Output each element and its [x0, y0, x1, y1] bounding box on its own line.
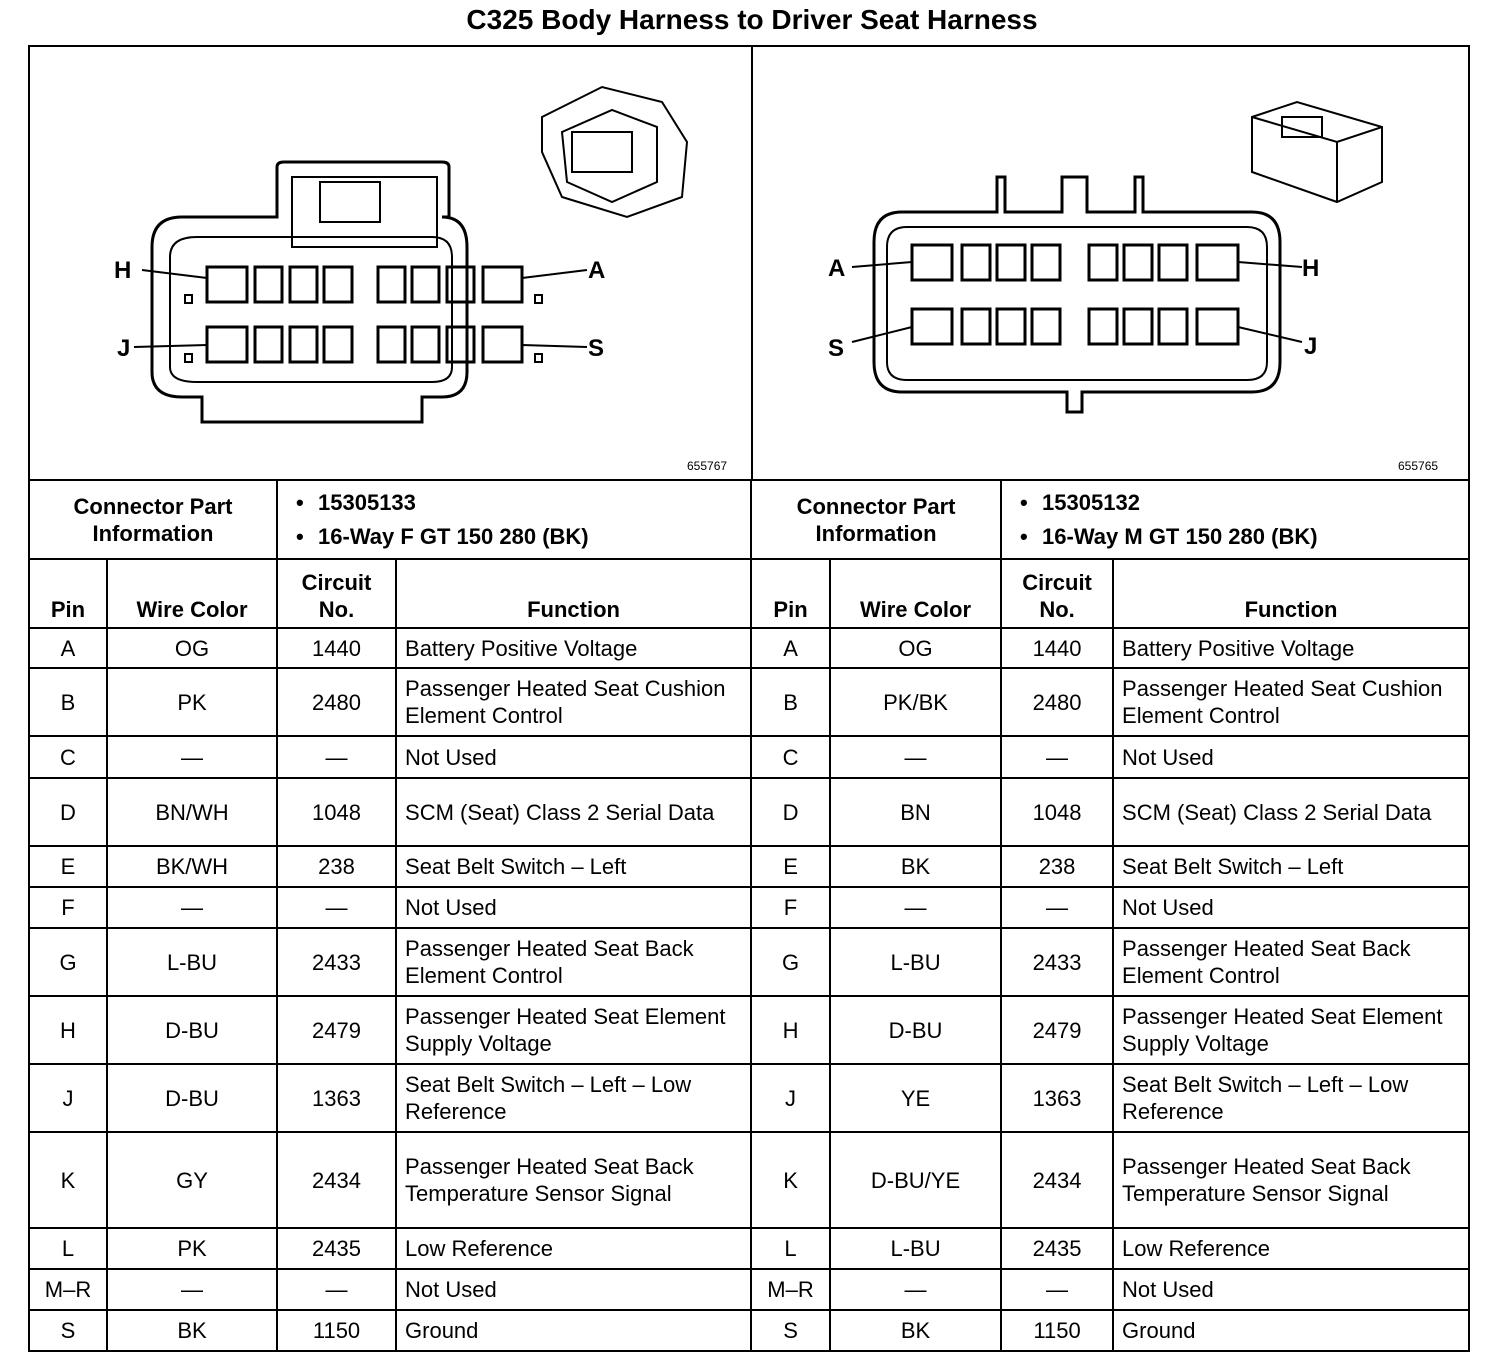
right-function-cell: Passenger Heated Seat Element Supply Voltage	[1113, 996, 1469, 1064]
right-circuit-cell: —	[1001, 736, 1113, 778]
right-figure-number: 655765	[1398, 459, 1439, 473]
header-circuit: Circuit No.	[1001, 559, 1113, 628]
right-pin-cell: H	[751, 996, 830, 1064]
pin-cavity-icon	[962, 309, 990, 344]
right-circuit-cell: 2434	[1001, 1132, 1113, 1228]
table-row	[29, 1064, 1469, 1132]
left-figure-number: 655767	[687, 459, 728, 473]
table-row	[29, 846, 1469, 887]
left-circuit-cell: 2479	[277, 996, 396, 1064]
header-circuit: Circuit No.	[277, 559, 396, 628]
right-wire-cell: PK/BK	[830, 668, 1001, 736]
left-pin-cell: H	[29, 996, 107, 1064]
table-row	[29, 887, 1469, 928]
pin-cavity-icon	[255, 327, 282, 362]
table-row	[29, 668, 1469, 736]
left-circuit-cell: —	[277, 1269, 396, 1310]
left-function-cell: Not Used	[396, 736, 751, 778]
table-row	[29, 778, 1469, 846]
left-pin-cell: L	[29, 1228, 107, 1269]
pin-cavity-icon	[378, 267, 405, 302]
left-wire-cell: D-BU	[107, 1064, 277, 1132]
left-pin-cell: B	[29, 668, 107, 736]
left-wire-cell: L-BU	[107, 928, 277, 996]
right-pin-cell: J	[751, 1064, 830, 1132]
right-wire-cell: OG	[830, 628, 1001, 668]
connector-diagrams	[28, 45, 1470, 481]
right-info-label: Connector Part Information	[751, 480, 1001, 559]
header-row	[29, 559, 1469, 628]
right-wire-cell: —	[830, 887, 1001, 928]
left-circuit-cell: —	[277, 736, 396, 778]
pin-cavity-icon	[483, 267, 522, 302]
left-pin-cell: S	[29, 1310, 107, 1351]
right-pin-label-j: J	[1304, 333, 1318, 360]
pin-cavity-icon	[324, 327, 352, 362]
left-pin-cell: J	[29, 1064, 107, 1132]
right-function-cell: Battery Positive Voltage	[1113, 628, 1469, 668]
right-pin-cell: D	[751, 778, 830, 846]
table-row	[29, 736, 1469, 778]
left-circuit-cell: 1363	[277, 1064, 396, 1132]
left-connector-3d-icon	[542, 87, 687, 217]
right-function-cell: Not Used	[1113, 887, 1469, 928]
right-circuit-cell: —	[1001, 1269, 1113, 1310]
table-row	[29, 1269, 1469, 1310]
connector-drawings	[30, 47, 1468, 481]
left-pin-cell: G	[29, 928, 107, 996]
pin-cavity-icon	[962, 245, 990, 280]
left-pin-cell: E	[29, 846, 107, 887]
table-row	[29, 1310, 1469, 1351]
left-pin-cell: C	[29, 736, 107, 778]
right-pin-cell: L	[751, 1228, 830, 1269]
left-wire-cell: D-BU	[107, 996, 277, 1064]
right-pin-cell: C	[751, 736, 830, 778]
right-wire-cell: D-BU/YE	[830, 1132, 1001, 1228]
left-wire-cell: PK	[107, 668, 277, 736]
page-title: C325 Body Harness to Driver Seat Harness	[466, 4, 1038, 35]
left-circuit-cell: 1440	[277, 628, 396, 668]
right-wire-cell: —	[830, 1269, 1001, 1310]
left-pin-label-h: H	[114, 257, 132, 284]
connector-info-row	[29, 480, 1469, 559]
right-circuit-cell: 238	[1001, 846, 1113, 887]
right-function-cell: Passenger Heated Seat Back Temperature Sensor Signal	[1113, 1132, 1469, 1228]
left-function-cell: Not Used	[396, 887, 751, 928]
right-function-cell: Not Used	[1113, 736, 1469, 778]
right-circuit-cell: 1363	[1001, 1064, 1113, 1132]
left-function-cell: Seat Belt Switch – Left	[396, 846, 751, 887]
left-function-cell: Seat Belt Switch – Left – Low Reference	[396, 1064, 751, 1132]
left-function-cell: Passenger Heated Seat Cushion Element Control	[396, 668, 751, 736]
left-function-cell: SCM (Seat) Class 2 Serial Data	[396, 778, 751, 846]
pin-cavity-icon	[1032, 245, 1060, 280]
left-function-cell: Passenger Heated Seat Element Supply Voltage	[396, 996, 751, 1064]
right-function-cell: Passenger Heated Seat Back Element Control	[1113, 928, 1469, 996]
right-circuit-cell: 1440	[1001, 628, 1113, 668]
pin-cavity-icon	[207, 267, 247, 302]
left-pin-label-j: J	[117, 335, 131, 362]
left-description: • 16-Way F GT 150 280 (BK)	[318, 520, 742, 554]
right-pin-label-s: S	[828, 335, 845, 362]
right-pin-cell: B	[751, 668, 830, 736]
pin-cavity-icon	[290, 327, 317, 362]
right-function-cell: SCM (Seat) Class 2 Serial Data	[1113, 778, 1469, 846]
left-circuit-cell: 2434	[277, 1132, 396, 1228]
right-connector-3d-icon	[1252, 102, 1382, 202]
pin-cavity-icon	[997, 245, 1025, 280]
right-pin-cell: F	[751, 887, 830, 928]
right-wire-cell: BN	[830, 778, 1001, 846]
left-function-cell: Low Reference	[396, 1228, 751, 1269]
pin-cavity-icon	[1159, 245, 1187, 280]
left-pin-cell: D	[29, 778, 107, 846]
pin-cavity-icon	[1197, 245, 1238, 280]
right-circuit-cell: —	[1001, 887, 1113, 928]
right-function-cell: Passenger Heated Seat Cushion Element Control	[1113, 668, 1469, 736]
table-row	[29, 1228, 1469, 1269]
pin-cavity-icon	[207, 327, 247, 362]
right-wire-cell: BK	[830, 846, 1001, 887]
pin-cavity-icon	[290, 267, 317, 302]
pinout-table	[28, 479, 1470, 1352]
right-part-info	[1001, 480, 1469, 559]
right-connector-face-icon	[852, 177, 1302, 412]
pin-cavity-icon	[412, 267, 439, 302]
left-pin-cell: K	[29, 1132, 107, 1228]
pin-cavity-icon	[997, 309, 1025, 344]
left-function-cell: Passenger Heated Seat Back Temperature Sensor Signal	[396, 1132, 751, 1228]
header-pin: Pin	[751, 559, 830, 628]
right-pin-cell: M–R	[751, 1269, 830, 1310]
left-wire-cell: —	[107, 1269, 277, 1310]
left-pin-cell: F	[29, 887, 107, 928]
right-circuit-cell: 1150	[1001, 1310, 1113, 1351]
left-info-label: Connector Part Information	[29, 480, 277, 559]
left-circuit-cell: 2435	[277, 1228, 396, 1269]
left-pin-label-s: S	[588, 335, 605, 362]
left-wire-cell: BN/WH	[107, 778, 277, 846]
left-circuit-cell: 238	[277, 846, 396, 887]
left-wire-cell: BK/WH	[107, 846, 277, 887]
right-wire-cell: D-BU	[830, 996, 1001, 1064]
right-pin-cell: S	[751, 1310, 830, 1351]
right-pin-cell: A	[751, 628, 830, 668]
right-wire-cell: YE	[830, 1064, 1001, 1132]
right-pin-label-h: H	[1302, 255, 1320, 282]
left-wire-cell: OG	[107, 628, 277, 668]
left-function-cell: Battery Positive Voltage	[396, 628, 751, 668]
right-wire-cell: L-BU	[830, 1228, 1001, 1269]
pin-cavity-icon	[1089, 245, 1117, 280]
pin-cavity-icon	[324, 267, 352, 302]
right-wire-cell: L-BU	[830, 928, 1001, 996]
left-pin-cell: M–R	[29, 1269, 107, 1310]
left-wire-cell: PK	[107, 1228, 277, 1269]
left-circuit-cell: —	[277, 887, 396, 928]
right-pin-cell: K	[751, 1132, 830, 1228]
right-part-number: • 15305132	[1042, 486, 1460, 520]
pin-cavity-icon	[912, 309, 952, 344]
pin-cavity-icon	[1124, 309, 1152, 344]
right-wire-cell: —	[830, 736, 1001, 778]
right-wire-cell: BK	[830, 1310, 1001, 1351]
right-function-cell: Seat Belt Switch – Left – Low Reference	[1113, 1064, 1469, 1132]
right-circuit-cell: 2480	[1001, 668, 1113, 736]
pin-cavity-icon	[412, 327, 439, 362]
left-circuit-cell: 1048	[277, 778, 396, 846]
pin-cavity-icon	[1197, 309, 1238, 344]
pin-cavity-icon	[912, 245, 952, 280]
pin-cavity-icon	[483, 327, 522, 362]
left-wire-cell: BK	[107, 1310, 277, 1351]
left-wire-cell: —	[107, 887, 277, 928]
right-function-cell: Not Used	[1113, 1269, 1469, 1310]
pin-cavity-icon	[378, 327, 405, 362]
right-description: • 16-Way M GT 150 280 (BK)	[1042, 520, 1460, 554]
left-circuit-cell: 2480	[277, 668, 396, 736]
left-connector-face-icon	[134, 162, 587, 422]
left-circuit-cell: 1150	[277, 1310, 396, 1351]
pin-cavity-icon	[1159, 309, 1187, 344]
header-function: Function	[1113, 559, 1469, 628]
right-circuit-cell: 2479	[1001, 996, 1113, 1064]
right-pin-label-a: A	[828, 255, 846, 282]
left-wire-cell: —	[107, 736, 277, 778]
pin-cavity-icon	[255, 267, 282, 302]
table-row	[29, 928, 1469, 996]
table-row	[29, 996, 1469, 1064]
header-wire-color: Wire Color	[830, 559, 1001, 628]
pin-cavity-icon	[1124, 245, 1152, 280]
right-function-cell: Ground	[1113, 1310, 1469, 1351]
pin-cavity-icon	[1032, 309, 1060, 344]
left-pin-label-a: A	[588, 257, 606, 284]
left-circuit-cell: 2433	[277, 928, 396, 996]
pin-cavity-icon	[1089, 309, 1117, 344]
right-pin-cell: G	[751, 928, 830, 996]
left-wire-cell: GY	[107, 1132, 277, 1228]
left-pin-cell: A	[29, 628, 107, 668]
right-circuit-cell: 2435	[1001, 1228, 1113, 1269]
header-function: Function	[396, 559, 751, 628]
left-function-cell: Ground	[396, 1310, 751, 1351]
left-function-cell: Passenger Heated Seat Back Element Control	[396, 928, 751, 996]
right-function-cell: Low Reference	[1113, 1228, 1469, 1269]
right-function-cell: Seat Belt Switch – Left	[1113, 846, 1469, 887]
left-part-number: • 15305133	[318, 486, 742, 520]
right-circuit-cell: 1048	[1001, 778, 1113, 846]
right-pin-cell: E	[751, 846, 830, 887]
header-wire-color: Wire Color	[107, 559, 277, 628]
left-function-cell: Not Used	[396, 1269, 751, 1310]
left-part-info	[277, 480, 751, 559]
right-circuit-cell: 2433	[1001, 928, 1113, 996]
table-row	[29, 1132, 1469, 1228]
header-pin: Pin	[29, 559, 107, 628]
table-row	[29, 628, 1469, 668]
